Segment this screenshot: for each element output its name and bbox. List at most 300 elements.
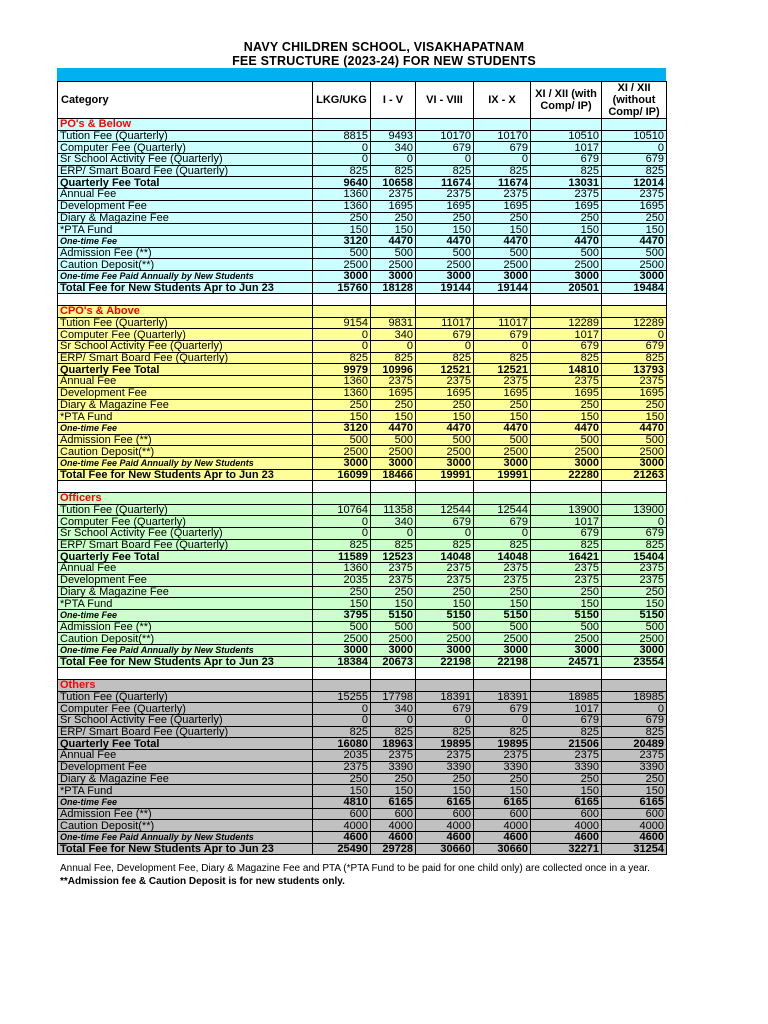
fee-value-cell: 20673 bbox=[371, 656, 416, 668]
fee-value-cell: 9979 bbox=[313, 364, 371, 376]
fee-value-cell: 825 bbox=[371, 165, 416, 177]
fee-value-cell: 250 bbox=[371, 773, 416, 785]
table-row bbox=[58, 130, 667, 142]
spacer-cell bbox=[313, 294, 371, 306]
column-header: LKG/UKG bbox=[313, 82, 371, 119]
fee-value-cell: 250 bbox=[313, 773, 371, 785]
section-header-cell bbox=[531, 306, 602, 318]
fee-value-cell: 2375 bbox=[313, 761, 371, 773]
fee-value-cell: 19991 bbox=[474, 469, 531, 481]
fee-value-cell: 2500 bbox=[474, 259, 531, 271]
fee-value-cell: 5150 bbox=[531, 609, 602, 621]
fee-value-cell: 3000 bbox=[602, 644, 667, 656]
fee-value-cell: 250 bbox=[531, 212, 602, 224]
fee-value-cell: 825 bbox=[602, 539, 667, 551]
fee-value-cell: 825 bbox=[602, 726, 667, 738]
fee-value-cell: 6165 bbox=[371, 796, 416, 808]
fee-value-cell: 250 bbox=[602, 773, 667, 785]
fee-value-cell: 4470 bbox=[474, 235, 531, 247]
table-row bbox=[58, 644, 667, 656]
fee-value-cell: 250 bbox=[531, 586, 602, 598]
row-label: Development Fee bbox=[58, 761, 313, 773]
fee-value-cell: 0 bbox=[371, 154, 416, 166]
fee-value-cell: 150 bbox=[531, 411, 602, 423]
fee-value-cell: 16421 bbox=[531, 551, 602, 563]
fee-value-cell: 0 bbox=[416, 528, 474, 540]
table-row bbox=[58, 224, 667, 236]
spacer-cell bbox=[474, 481, 531, 493]
row-label: *PTA Fund bbox=[58, 224, 313, 236]
fee-value-cell: 2035 bbox=[313, 750, 371, 762]
fee-value-cell: 825 bbox=[416, 165, 474, 177]
fee-value-cell: 825 bbox=[371, 539, 416, 551]
fee-value-cell: 15404 bbox=[602, 551, 667, 563]
fee-value-cell: 600 bbox=[474, 808, 531, 820]
fee-value-cell: 2375 bbox=[416, 376, 474, 388]
row-label: Admission Fee (**) bbox=[58, 247, 313, 259]
fee-value-cell: 30660 bbox=[474, 843, 531, 855]
row-label: Diary & Magazine Fee bbox=[58, 399, 313, 411]
fee-value-cell: 19895 bbox=[474, 738, 531, 750]
fee-value-cell: 500 bbox=[313, 434, 371, 446]
fee-value-cell: 12289 bbox=[602, 317, 667, 329]
fee-value-cell: 2500 bbox=[371, 259, 416, 271]
section-header-row bbox=[58, 306, 667, 318]
fee-value-cell: 11358 bbox=[371, 504, 416, 516]
footnote-admission: **Admission fee & Caution Deposit is for new students only. bbox=[60, 876, 345, 887]
row-label: Caution Deposit(**) bbox=[58, 446, 313, 458]
fee-value-cell: 12544 bbox=[474, 504, 531, 516]
table-row bbox=[58, 446, 667, 458]
table-row bbox=[58, 761, 667, 773]
fee-value-cell: 1695 bbox=[416, 387, 474, 399]
table-row bbox=[58, 364, 667, 376]
table-row bbox=[58, 165, 667, 177]
table-row bbox=[58, 457, 667, 469]
fee-value-cell: 1360 bbox=[313, 200, 371, 212]
fee-value-cell: 1017 bbox=[531, 142, 602, 154]
fee-value-cell: 3000 bbox=[313, 457, 371, 469]
fee-value-cell: 11674 bbox=[416, 177, 474, 189]
row-label: Sr School Activity Fee (Quarterly) bbox=[58, 154, 313, 166]
row-label: Diary & Magazine Fee bbox=[58, 586, 313, 598]
section-header-cell bbox=[602, 119, 667, 131]
row-label: Sr School Activity Fee (Quarterly) bbox=[58, 341, 313, 353]
fee-value-cell: 150 bbox=[371, 224, 416, 236]
fee-value-cell: 2500 bbox=[313, 633, 371, 645]
fee-value-cell: 1695 bbox=[416, 200, 474, 212]
section-header-row bbox=[58, 680, 667, 692]
table-row bbox=[58, 609, 667, 621]
fee-value-cell: 1695 bbox=[371, 200, 416, 212]
fee-value-cell: 2500 bbox=[416, 633, 474, 645]
fee-value-cell: 500 bbox=[313, 247, 371, 259]
fee-value-cell: 600 bbox=[602, 808, 667, 820]
fee-value-cell: 150 bbox=[313, 598, 371, 610]
fee-value-cell: 3795 bbox=[313, 609, 371, 621]
spacer-cell bbox=[474, 294, 531, 306]
fee-value-cell: 12014 bbox=[602, 177, 667, 189]
fee-value-cell: 679 bbox=[531, 341, 602, 353]
fee-value-cell: 14810 bbox=[531, 364, 602, 376]
fee-value-cell: 250 bbox=[416, 212, 474, 224]
fee-value-cell: 1695 bbox=[602, 387, 667, 399]
fee-value-cell: 250 bbox=[602, 212, 667, 224]
fee-value-cell: 2375 bbox=[531, 189, 602, 201]
fee-value-cell: 4600 bbox=[416, 831, 474, 843]
fee-value-cell: 500 bbox=[313, 621, 371, 633]
table-row bbox=[58, 352, 667, 364]
fee-value-cell: 150 bbox=[371, 785, 416, 797]
section-header-cell bbox=[531, 493, 602, 505]
fee-value-cell: 18963 bbox=[371, 738, 416, 750]
fee-value-cell: 10170 bbox=[474, 130, 531, 142]
row-label: One-time Fee bbox=[58, 235, 313, 247]
spacer-cell bbox=[58, 481, 313, 493]
fee-value-cell: 19484 bbox=[602, 282, 667, 294]
fee-value-cell: 500 bbox=[602, 434, 667, 446]
section-header-cell bbox=[474, 680, 531, 692]
fee-value-cell: 0 bbox=[313, 516, 371, 528]
fee-value-cell: 2500 bbox=[531, 446, 602, 458]
fee-value-cell: 2375 bbox=[531, 563, 602, 575]
spacer-cell bbox=[531, 481, 602, 493]
row-label: Tution Fee (Quarterly) bbox=[58, 504, 313, 516]
fee-value-cell: 2375 bbox=[416, 563, 474, 575]
table-row bbox=[58, 551, 667, 563]
table-row bbox=[58, 411, 667, 423]
fee-value-cell: 29728 bbox=[371, 843, 416, 855]
spacer-cell bbox=[313, 481, 371, 493]
fee-value-cell: 31254 bbox=[602, 843, 667, 855]
fee-value-cell: 2375 bbox=[416, 189, 474, 201]
row-label: Admission Fee (**) bbox=[58, 808, 313, 820]
fee-value-cell: 825 bbox=[474, 539, 531, 551]
fee-value-cell: 3000 bbox=[313, 644, 371, 656]
row-label: ERP/ Smart Board Fee (Quarterly) bbox=[58, 165, 313, 177]
fee-value-cell: 2375 bbox=[602, 750, 667, 762]
fee-value-cell: 4470 bbox=[371, 235, 416, 247]
fee-value-cell: 11589 bbox=[313, 551, 371, 563]
fee-value-cell: 10510 bbox=[531, 130, 602, 142]
fee-value-cell: 18384 bbox=[313, 656, 371, 668]
fee-value-cell: 500 bbox=[474, 247, 531, 259]
row-label: Total Fee for New Students Apr to Jun 23 bbox=[58, 282, 313, 294]
fee-value-cell: 679 bbox=[531, 154, 602, 166]
section-header-cell bbox=[474, 493, 531, 505]
fee-value-cell: 3000 bbox=[416, 270, 474, 282]
table-row bbox=[58, 434, 667, 446]
fee-value-cell: 825 bbox=[416, 539, 474, 551]
table-row bbox=[58, 142, 667, 154]
fee-value-cell: 1017 bbox=[531, 329, 602, 341]
table-row bbox=[58, 586, 667, 598]
fee-value-cell: 250 bbox=[474, 212, 531, 224]
spacer-cell bbox=[531, 668, 602, 680]
fee-value-cell: 825 bbox=[371, 352, 416, 364]
fee-value-cell: 500 bbox=[602, 621, 667, 633]
table-row bbox=[58, 212, 667, 224]
fee-value-cell: 150 bbox=[474, 598, 531, 610]
fee-value-cell: 3000 bbox=[531, 644, 602, 656]
fee-value-cell: 0 bbox=[416, 341, 474, 353]
fee-value-cell: 19144 bbox=[474, 282, 531, 294]
fee-value-cell: 8815 bbox=[313, 130, 371, 142]
fee-value-cell: 825 bbox=[474, 352, 531, 364]
fee-value-cell: 2375 bbox=[371, 376, 416, 388]
fee-value-cell: 0 bbox=[602, 703, 667, 715]
fee-value-cell: 250 bbox=[371, 212, 416, 224]
fee-value-cell: 825 bbox=[602, 352, 667, 364]
fee-value-cell: 10510 bbox=[602, 130, 667, 142]
fee-value-cell: 3390 bbox=[602, 761, 667, 773]
fee-value-cell: 500 bbox=[531, 247, 602, 259]
fee-value-cell: 500 bbox=[416, 247, 474, 259]
fee-value-cell: 2375 bbox=[416, 574, 474, 586]
table-row bbox=[58, 200, 667, 212]
fee-value-cell: 679 bbox=[474, 329, 531, 341]
footnote-annual-fees: Annual Fee, Development Fee, Diary & Magazine Fee and PTA (*PTA Fund to be paid for one child only) are collected once in a year. bbox=[60, 863, 650, 874]
fee-value-cell: 0 bbox=[313, 142, 371, 154]
fee-value-cell: 250 bbox=[531, 399, 602, 411]
fee-value-cell: 2500 bbox=[371, 633, 416, 645]
fee-value-cell: 5150 bbox=[416, 609, 474, 621]
fee-value-cell: 500 bbox=[602, 247, 667, 259]
table-row bbox=[58, 785, 667, 797]
fee-value-cell: 2500 bbox=[474, 633, 531, 645]
section-header-row bbox=[58, 119, 667, 131]
table-row bbox=[58, 399, 667, 411]
fee-value-cell: 150 bbox=[474, 224, 531, 236]
fee-value-cell: 24571 bbox=[531, 656, 602, 668]
fee-value-cell: 150 bbox=[602, 598, 667, 610]
table-row bbox=[58, 154, 667, 166]
fee-value-cell: 30660 bbox=[416, 843, 474, 855]
fee-value-cell: 600 bbox=[371, 808, 416, 820]
fee-value-cell: 600 bbox=[416, 808, 474, 820]
row-label: Development Fee bbox=[58, 200, 313, 212]
table-row bbox=[58, 516, 667, 528]
fee-value-cell: 250 bbox=[371, 399, 416, 411]
fee-value-cell: 3390 bbox=[531, 761, 602, 773]
table-row bbox=[58, 843, 667, 855]
fee-value-cell: 2375 bbox=[602, 563, 667, 575]
fee-value-cell: 0 bbox=[474, 341, 531, 353]
fee-value-cell: 4470 bbox=[531, 422, 602, 434]
spacer-row bbox=[58, 481, 667, 493]
row-label: Tution Fee (Quarterly) bbox=[58, 317, 313, 329]
fee-value-cell: 12289 bbox=[531, 317, 602, 329]
fee-value-cell: 4470 bbox=[602, 235, 667, 247]
table-row bbox=[58, 270, 667, 282]
fee-value-cell: 2500 bbox=[602, 446, 667, 458]
fee-value-cell: 15255 bbox=[313, 691, 371, 703]
fee-value-cell: 6165 bbox=[531, 796, 602, 808]
spacer-cell bbox=[313, 668, 371, 680]
fee-value-cell: 679 bbox=[416, 703, 474, 715]
fee-value-cell: 6165 bbox=[416, 796, 474, 808]
section-header-cell bbox=[416, 306, 474, 318]
fee-value-cell: 19895 bbox=[416, 738, 474, 750]
table-row bbox=[58, 808, 667, 820]
table-row bbox=[58, 329, 667, 341]
column-header: VI - VIII bbox=[416, 82, 474, 119]
table-row bbox=[58, 831, 667, 843]
table-header-row bbox=[58, 82, 667, 119]
row-label: One-time Fee Paid Annually by New Students bbox=[58, 457, 313, 469]
fee-value-cell: 4000 bbox=[602, 820, 667, 832]
fee-value-cell: 2500 bbox=[371, 446, 416, 458]
fee-value-cell: 13031 bbox=[531, 177, 602, 189]
fee-value-cell: 250 bbox=[313, 586, 371, 598]
section-title: Officers bbox=[58, 493, 313, 505]
fee-value-cell: 2375 bbox=[531, 574, 602, 586]
row-label: One-time Fee Paid Annually by New Students bbox=[58, 270, 313, 282]
row-label: Admission Fee (**) bbox=[58, 434, 313, 446]
column-header: IX - X bbox=[474, 82, 531, 119]
fee-value-cell: 2375 bbox=[416, 750, 474, 762]
header-color-band bbox=[57, 68, 666, 81]
row-label: *PTA Fund bbox=[58, 785, 313, 797]
fee-table-body bbox=[58, 119, 667, 855]
row-label: Quarterly Fee Total bbox=[58, 177, 313, 189]
fee-value-cell: 1360 bbox=[313, 563, 371, 575]
fee-value-cell: 679 bbox=[602, 341, 667, 353]
fee-value-cell: 250 bbox=[474, 773, 531, 785]
fee-value-cell: 4000 bbox=[474, 820, 531, 832]
column-header: XI / XII (with Comp/ IP) bbox=[531, 82, 602, 119]
fee-value-cell: 825 bbox=[531, 726, 602, 738]
fee-value-cell: 1695 bbox=[371, 387, 416, 399]
fee-value-cell: 3000 bbox=[474, 270, 531, 282]
fee-value-cell: 600 bbox=[313, 808, 371, 820]
table-row bbox=[58, 633, 667, 645]
fee-value-cell: 10996 bbox=[371, 364, 416, 376]
fee-value-cell: 500 bbox=[371, 621, 416, 633]
fee-value-cell: 4000 bbox=[371, 820, 416, 832]
table-row bbox=[58, 703, 667, 715]
section-title: PO's & Below bbox=[58, 119, 313, 131]
fee-value-cell: 4470 bbox=[531, 235, 602, 247]
fee-value-cell: 250 bbox=[416, 399, 474, 411]
row-label: ERP/ Smart Board Fee (Quarterly) bbox=[58, 352, 313, 364]
row-label: Computer Fee (Quarterly) bbox=[58, 516, 313, 528]
fee-value-cell: 2375 bbox=[474, 189, 531, 201]
section-header-cell bbox=[602, 306, 667, 318]
table-row bbox=[58, 563, 667, 575]
table-row bbox=[58, 341, 667, 353]
fee-value-cell: 2375 bbox=[371, 563, 416, 575]
table-row bbox=[58, 422, 667, 434]
section-header-cell bbox=[371, 680, 416, 692]
fee-value-cell: 150 bbox=[531, 598, 602, 610]
fee-value-cell: 500 bbox=[474, 621, 531, 633]
fee-value-cell: 2500 bbox=[602, 259, 667, 271]
fee-value-cell: 4470 bbox=[474, 422, 531, 434]
fee-structure-table bbox=[57, 81, 667, 855]
fee-value-cell: 150 bbox=[602, 411, 667, 423]
fee-value-cell: 1695 bbox=[531, 200, 602, 212]
fee-value-cell: 4600 bbox=[531, 831, 602, 843]
fee-value-cell: 825 bbox=[416, 352, 474, 364]
fee-value-cell: 13793 bbox=[602, 364, 667, 376]
fee-value-cell: 11674 bbox=[474, 177, 531, 189]
fee-value-cell: 4600 bbox=[313, 831, 371, 843]
fee-value-cell: 2375 bbox=[371, 750, 416, 762]
fee-value-cell: 4470 bbox=[416, 235, 474, 247]
fee-value-cell: 150 bbox=[371, 411, 416, 423]
section-header-cell bbox=[602, 493, 667, 505]
spacer-row bbox=[58, 294, 667, 306]
column-header: XI / XII (without Comp/ IP) bbox=[602, 82, 667, 119]
spacer-cell bbox=[416, 481, 474, 493]
spacer-cell bbox=[371, 294, 416, 306]
fee-value-cell: 22280 bbox=[531, 469, 602, 481]
fee-value-cell: 0 bbox=[313, 528, 371, 540]
fee-value-cell: 825 bbox=[531, 352, 602, 364]
fee-value-cell: 340 bbox=[371, 142, 416, 154]
fee-value-cell: 1017 bbox=[531, 703, 602, 715]
row-label: Development Fee bbox=[58, 387, 313, 399]
section-header-cell bbox=[531, 680, 602, 692]
row-label: Caution Deposit(**) bbox=[58, 633, 313, 645]
section-header-cell bbox=[313, 119, 371, 131]
fee-value-cell: 150 bbox=[416, 598, 474, 610]
fee-value-cell: 2500 bbox=[602, 633, 667, 645]
fee-value-cell: 500 bbox=[416, 621, 474, 633]
table-row bbox=[58, 539, 667, 551]
table-row bbox=[58, 621, 667, 633]
fee-value-cell: 679 bbox=[474, 703, 531, 715]
fee-value-cell: 500 bbox=[416, 434, 474, 446]
fee-value-cell: 150 bbox=[474, 411, 531, 423]
fee-value-cell: 250 bbox=[602, 399, 667, 411]
fee-value-cell: 2500 bbox=[416, 446, 474, 458]
fee-value-cell: 13900 bbox=[531, 504, 602, 516]
fee-value-cell: 2375 bbox=[602, 574, 667, 586]
fee-value-cell: 825 bbox=[371, 726, 416, 738]
row-label: Quarterly Fee Total bbox=[58, 738, 313, 750]
section-header-cell bbox=[371, 493, 416, 505]
fee-value-cell: 21506 bbox=[531, 738, 602, 750]
row-label: *PTA Fund bbox=[58, 411, 313, 423]
row-label: Quarterly Fee Total bbox=[58, 364, 313, 376]
fee-value-cell: 679 bbox=[602, 528, 667, 540]
row-label: Total Fee for New Students Apr to Jun 23 bbox=[58, 656, 313, 668]
fee-value-cell: 150 bbox=[602, 224, 667, 236]
fee-value-cell: 2375 bbox=[602, 189, 667, 201]
fee-value-cell: 23554 bbox=[602, 656, 667, 668]
fee-value-cell: 825 bbox=[313, 539, 371, 551]
row-label: Computer Fee (Quarterly) bbox=[58, 142, 313, 154]
spacer-cell bbox=[531, 294, 602, 306]
fee-value-cell: 21263 bbox=[602, 469, 667, 481]
fee-value-cell: 679 bbox=[602, 715, 667, 727]
spacer-cell bbox=[602, 481, 667, 493]
table-row bbox=[58, 235, 667, 247]
fee-value-cell: 2500 bbox=[474, 446, 531, 458]
fee-value-cell: 250 bbox=[474, 586, 531, 598]
section-title: Others bbox=[58, 680, 313, 692]
fee-value-cell: 16080 bbox=[313, 738, 371, 750]
fee-value-cell: 4470 bbox=[416, 422, 474, 434]
row-label: One-time Fee Paid Annually by New Students bbox=[58, 644, 313, 656]
fee-value-cell: 2375 bbox=[474, 563, 531, 575]
table-row bbox=[58, 247, 667, 259]
fee-value-cell: 3000 bbox=[531, 270, 602, 282]
fee-value-cell: 3000 bbox=[602, 270, 667, 282]
fee-value-cell: 825 bbox=[531, 539, 602, 551]
